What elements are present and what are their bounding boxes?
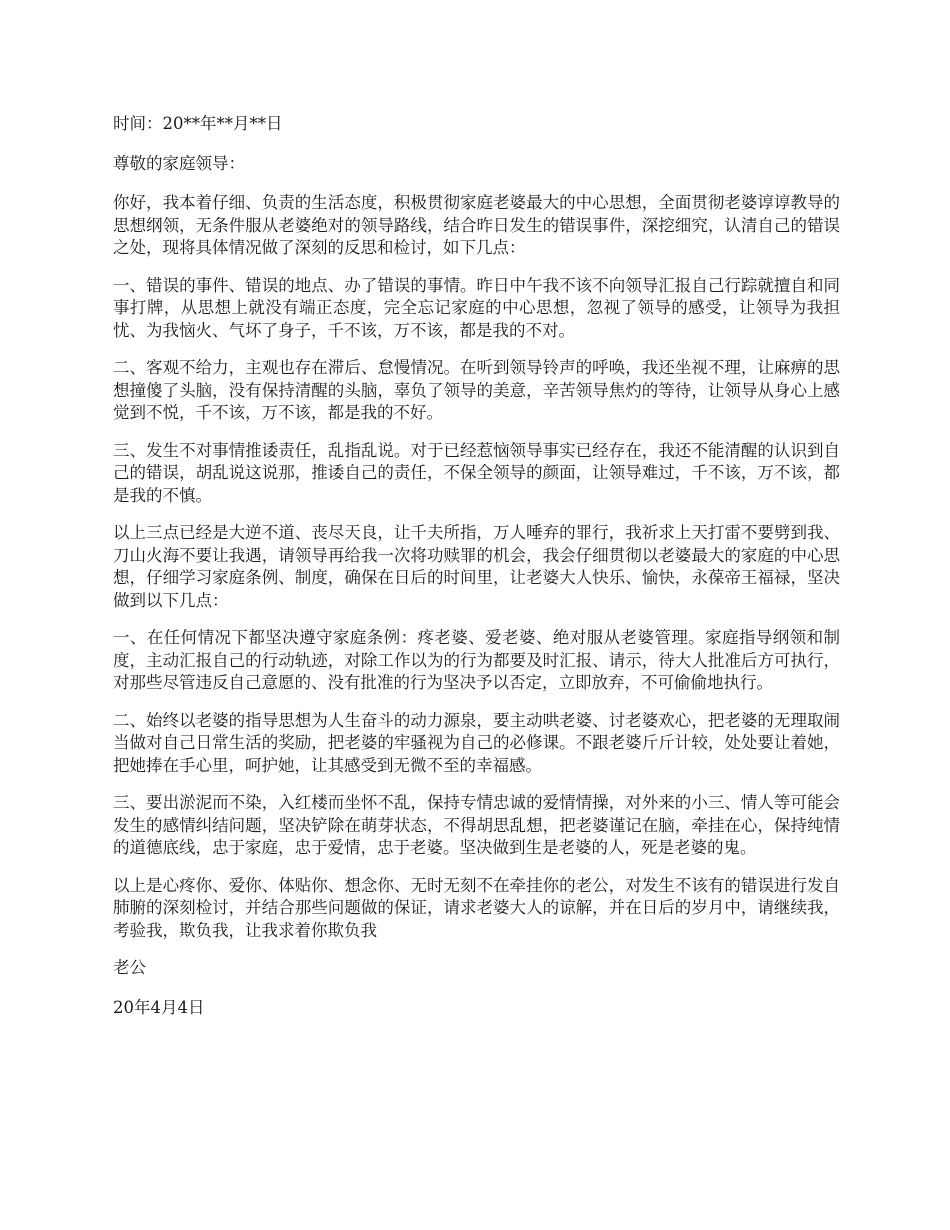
paragraph-transition: 以上三点已经是大逆不道、丧尽天良，让千夫所指，万人唾弃的罪行，我祈求上天打雷不要劈到我、刀山火海不要让我遇，请领导再给我一次将功赎罪的机会，我会仔细贯彻以老婆最大的家庭的中心思想，仔细学习家庭条例、制度，确保在日后的时间里，让老婆大人快乐、愉快，永葆帝王福禄，坚决做到以下几点：	[113, 523, 840, 610]
salutation: 尊敬的家庭领导：	[113, 153, 245, 173]
paragraph-closing: 以上是心疼你、爱你、体贴你、想念你、无时无刻不在牵挂你的老公，对发生不该有的错误进行发自肺腑的深刻检讨，并结合那些问题做的保证，请求老婆大人的谅解，并在日后的岁月中，请继续我，考验我，欺负我，让我求着你欺负我	[113, 875, 840, 940]
signature-date: 20年4月4日	[113, 997, 205, 1017]
paragraph-pledge-3: 三、要出淤泥而不染，入红楼而坐怀不乱，保持专情忠诚的爱情情操，对外来的小三、情人等可能会发生的感情纠结问题，坚决铲除在萌芽状态，不得胡思乱想，把老婆谨记在脑，牵挂在心，保持纯情的道德底线，忠于家庭，忠于爱情，忠于老婆。坚决做到生是老婆的人，死是老婆的鬼。	[113, 793, 840, 857]
paragraph-fault-3: 三、发生不对事情推诿责任，乱指乱说。对于已经惹恼领导事实已经存在，我还不能清醒的认识到自己的错误，胡乱说这说那，推诿自己的责任，不保全领导的颜面，让领导难过，千不该，万不该，都是我的不慎。	[113, 440, 840, 505]
paragraph-pledge-1: 一、在任何情况下都坚决遵守家庭条例：疼老婆、爱老婆、绝对服从老婆管理。家庭指导纲领和制度，主动汇报自己的行动轨迹，对除工作以为的行为都要及时汇报、请示，待大人批准后方可执行，对那些尽管违反自己意愿的、没有批准的行为坚决予以否定，立即放弃，不可偷偷地执行。	[113, 628, 840, 692]
signature: 老公	[113, 958, 146, 977]
paragraph-fault-1: 一、错误的事件、错误的地点、办了错误的事情。昨日中午我不该不向领导汇报自己行踪就擅自和同事打牌，从思想上就没有端正态度，完全忘记家庭的中心思想，忽视了领导的感受，让领导为我担忧、为我恼火、气坏了身子，千不该，万不该，都是我的不对。	[113, 275, 840, 340]
paragraph-pledge-2: 二、始终以老婆的指导思想为人生奋斗的动力源泉，要主动哄老婆、讨老婆欢心，把老婆的无理取闹当做对自己日常生活的奖励，把老婆的牢骚视为自己的必修课。不跟老婆斤斤计较，处处要让着她，把她捧在手心里，呵护她，让其感受到无微不至的幸福感。	[113, 710, 840, 775]
paragraph-intro: 你好，我本着仔细、负责的生活态度，积极贯彻家庭老婆最大的中心思想，全面贯彻老婆谆谆教导的思想纲领，无条件服从老婆绝对的领导路线，结合昨日发生的错误事件，深挖细究，认清自己的错误之处，现将具体情况做了深刻的反思和检讨，如下几点：	[113, 193, 840, 257]
paragraph-fault-2: 二、客观不给力，主观也存在滞后、怠慢情况。在听到领导铃声的呼唤，我还坐视不理，让麻痹的思想撞傻了头脑，没有保持清醒的头脑，辜负了领导的美意，辛苦领导焦灼的等待，让领导从身心上感觉到不悦，千不该，万不该，都是我的不好。	[113, 358, 840, 422]
document-body	[113, 113, 840, 1036]
date-line: 时间：20**年**月**日	[113, 114, 283, 133]
